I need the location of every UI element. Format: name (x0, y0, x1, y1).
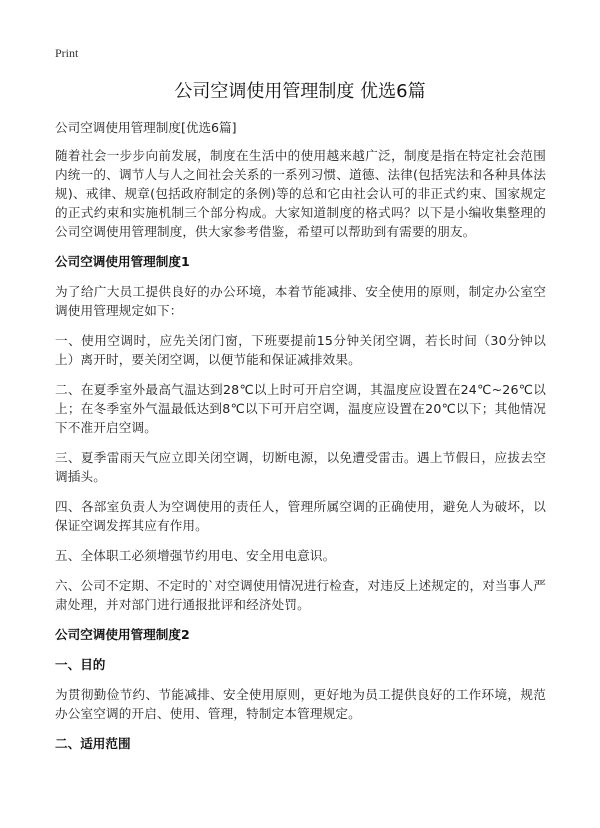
document-subtitle: 公司空调使用管理制度[优选6篇] (55, 120, 237, 135)
paragraph: 三、夏季雷雨天气应立即关闭空调，切断电源，以免遭受雷击。遇上节假日，应拔去空调插头。 (55, 450, 546, 484)
paragraph: 二、在夏季室外最高气温达到28℃以上时可开启空调，其温度应设置在24℃~26℃以上；在冬季室外气温最低达到8℃以下可开启空调，温度应设置在20℃以下；其他情况下不准开启空调。 (55, 382, 546, 435)
paragraph: 一、使用空调时，应先关闭门窗，下班要提前15分钟关闭空调，若长时间（30分钟以上）离开时，要关闭空调，以便节能和保证减排效果。 (55, 333, 546, 367)
subsection-heading: 一、目的 (55, 657, 106, 672)
paragraph: 为了给广大员工提供良好的办公环境，本着节能减排、安全使用的原则，制定办公室空调使用管理规定如下： (55, 284, 546, 318)
document-body (55, 118, 546, 764)
paragraph: 六、公司不定期、不定时的`对空调使用情况进行检查，对违反上述规定的，对当事人严肃处理，并对部门进行通报批评和经济处罚。 (55, 578, 546, 612)
print-label: Print (55, 46, 79, 60)
paragraph: 五、全体职工必须增强节约用电、安全用电意识。 (55, 548, 336, 563)
paragraph: 为贯彻勤俭节约、节能减排、安全使用原则，更好地为员工提供良好的工作环境，规范办公室空调的开启、使用、管理，特制定本管理规定。 (55, 687, 546, 721)
paragraph: 四、各部室负责人为空调使用的责任人，管理所属空调的正确使用，避免人为破坏，以保证空调发挥其应有作用。 (55, 499, 546, 533)
section-heading: 公司空调使用管理制度2 (55, 627, 190, 642)
subsection-heading: 二、适用范围 (55, 736, 131, 751)
section-heading: 公司空调使用管理制度1 (55, 254, 190, 269)
document-title: 公司空调使用管理制度 优选6篇 (174, 81, 426, 102)
intro-paragraph: 随着社会一步步向前发展，制度在生活中的使用越来越广泛，制度是指在特定社会范围内统一的、调节人与人之间社会关系的一系列习惯、道德、法律(包括宪法和各种具体法规)、戒律、规章(包括政府制定的条例)等的总和它由社会认可的非正式约束、国家规定的正式约束和实施机制三个部分构成。大家知道制度的格式吗？以下是小编收集整理的公司空调使用管理制度，供大家参考借鉴，希望可以帮助到有需要的朋友。 (55, 148, 546, 239)
